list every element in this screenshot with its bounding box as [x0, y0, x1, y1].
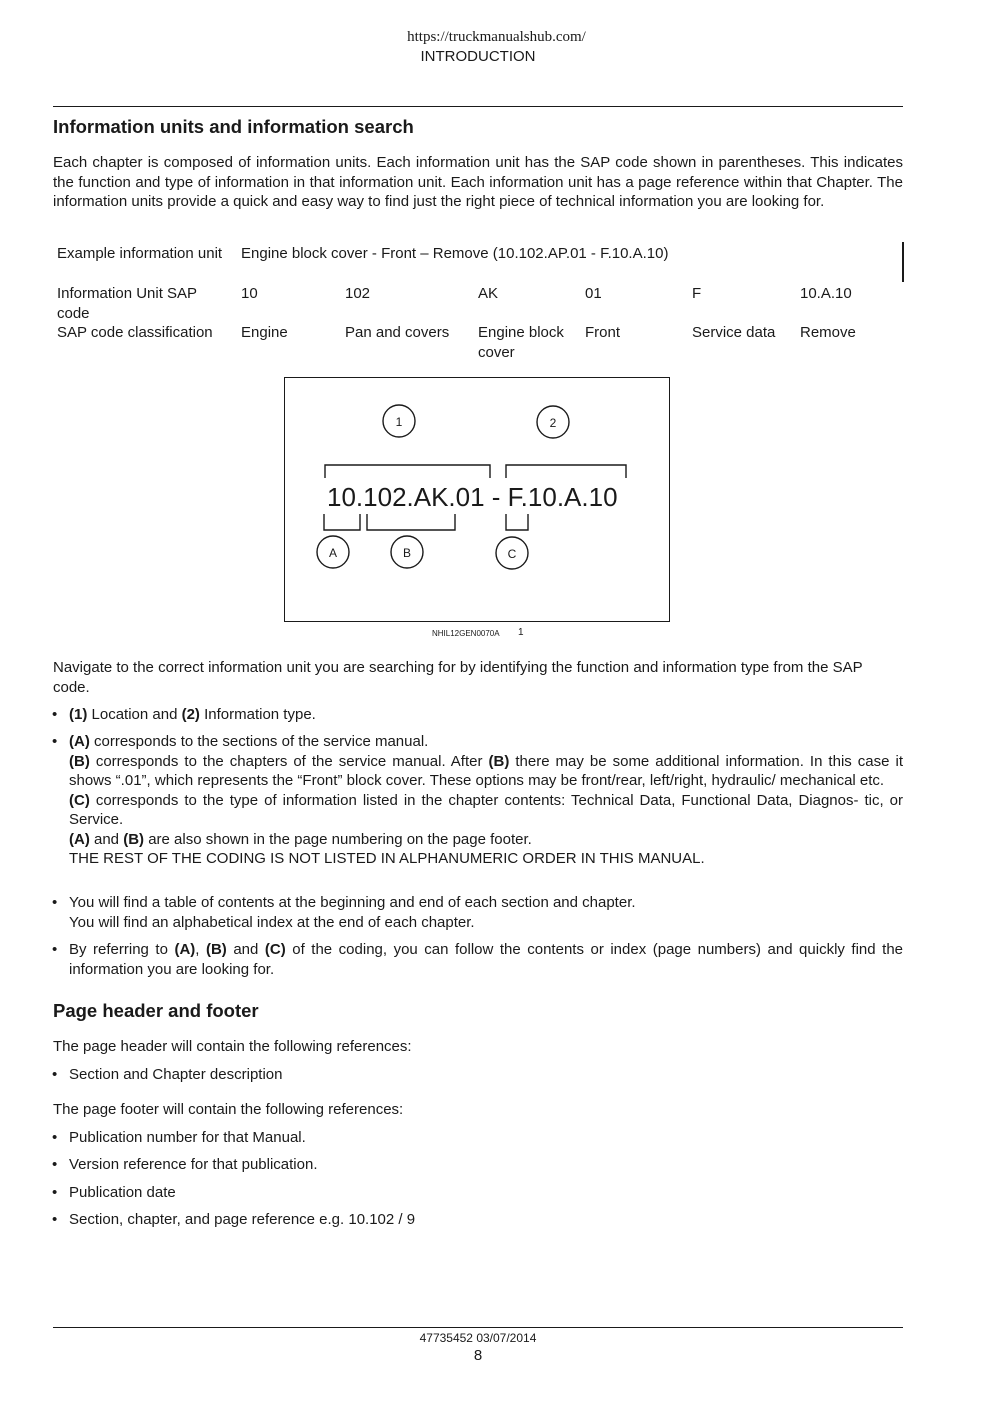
- sap-code-text: 10.102.AK.01 - F.10.A.10: [327, 482, 618, 512]
- sap-code-diagram: [284, 377, 670, 622]
- callout-b-label: B: [402, 546, 412, 560]
- table-row3-c2: Pan and covers: [345, 324, 450, 341]
- table-row1-label: Example information unit: [57, 245, 223, 262]
- callout-c-label: C: [507, 547, 517, 561]
- table-row2-c4: 01: [585, 285, 602, 302]
- bullet-marker: •: [52, 1156, 58, 1173]
- table-row2-c2: 102: [345, 285, 371, 302]
- callout-2-label: 2: [549, 416, 557, 430]
- table-row3-c6: Remove: [800, 324, 856, 341]
- bracket-a: [324, 514, 360, 530]
- table-row2-c3: AK: [478, 285, 499, 302]
- callout-a-label: A: [328, 546, 338, 560]
- table-row1-value: Engine block cover - Front – Remove (10.102.AP.01 - F.10.A.10): [241, 245, 669, 262]
- footer-item: Publication date: [69, 1184, 176, 1201]
- table-row3-c1: Engine: [241, 324, 288, 341]
- table-row2-c6: 10.A.10: [800, 285, 852, 302]
- bullet-marker: •: [52, 1129, 58, 1146]
- bullet-marker: •: [52, 1066, 58, 1083]
- footer-rule: [53, 1327, 903, 1328]
- table-row3-label: SAP code classification: [57, 324, 213, 341]
- figure-caption: NHIL12GEN0070A: [432, 629, 500, 638]
- header-url: https://truckmanualshub.com/: [407, 29, 586, 45]
- bullet-marker: •: [52, 706, 58, 723]
- bullet-marker: •: [52, 941, 58, 958]
- bullet-marker: •: [52, 894, 58, 911]
- bullet-location-info-type: (1) Location and (2) Information type.: [69, 706, 316, 723]
- footer-item: Version reference for that publication.: [69, 1156, 318, 1173]
- section-heading-page-header-footer: Page header and footer: [53, 1000, 259, 1021]
- header-item: Section and Chapter description: [69, 1066, 283, 1083]
- bullet-coding-explanation: (A) corresponds to the sections of the service manual. (B) corresponds to the chapters of the service manual. After (B) there may be some additional information. In this case it shows “.01”, which represents the “Front” block cover. These options may be front/rear, left/right, hydraulic/ mechanical etc. (C) corresponds to the type of information listed in the chapter contents: Technical Data, Functional Data, Diagnos- tic, or Service. (A) and (B) are also shown in the page numbering on the page footer. THE REST OF THE CODING IS NOT LISTED IN ALPHANUMERIC ORDER IN THIS MANUAL.: [69, 733, 903, 867]
- footer-intro-paragraph: The page footer will contain the following references:: [53, 1101, 404, 1118]
- page-number: 8: [473, 1347, 483, 1364]
- header-intro-paragraph: The page header will contain the following references:: [53, 1038, 412, 1055]
- bullet-marker: •: [52, 1184, 58, 1201]
- bracket-c: [506, 514, 528, 530]
- header-section-title: INTRODUCTION: [420, 48, 536, 65]
- table-row2-label: Information Unit SAP code: [57, 285, 197, 322]
- table-row3-c5: Service data: [692, 324, 776, 341]
- bullet-referring-coding: By referring to (A), (B) and (C) of the coding, you can follow the contents or index (page numbers) and quickly find the information you are looking for.: [69, 941, 903, 978]
- change-bar: [902, 242, 904, 282]
- footer-item: Section, chapter, and page reference e.g. 10.102 / 9: [69, 1211, 416, 1228]
- table-row2-c5: F: [692, 285, 702, 302]
- footer-item: Publication number for that Manual.: [69, 1129, 306, 1146]
- bracket-information-type: [506, 465, 626, 478]
- callout-1-label: 1: [395, 415, 403, 429]
- table-row2-c1: 10: [241, 285, 258, 302]
- bullet-marker: •: [52, 733, 58, 750]
- bullet-marker: •: [52, 1211, 58, 1228]
- figure-number: 1: [518, 627, 524, 638]
- bullet-table-of-contents: You will find a table of contents at the beginning and end of each section and chapter. You will find an alphabetical index at the end of each chapter.: [69, 894, 636, 931]
- section-heading-information-units: Information units and information search: [53, 116, 414, 137]
- intro-paragraph: Each chapter is composed of information units. Each information unit has the SAP code shown in parentheses. This indicates the function and type of information in that information unit. Each information unit has a page reference within that Chapter. The information units provide a quick and easy way to find just the right piece of technical information you are looking for.: [53, 154, 903, 210]
- table-row3-c3: Engine block cover: [478, 324, 564, 361]
- bracket-b: [367, 514, 455, 530]
- footer-publication-info: 47735452 03/07/2014: [419, 1331, 537, 1345]
- table-row3-c4: Front: [585, 324, 621, 341]
- header-rule: [53, 106, 903, 107]
- bracket-location: [325, 465, 490, 478]
- navigate-paragraph: Navigate to the correct information unit you are searching for by identifying the function and information type from the SAP code.: [53, 659, 863, 696]
